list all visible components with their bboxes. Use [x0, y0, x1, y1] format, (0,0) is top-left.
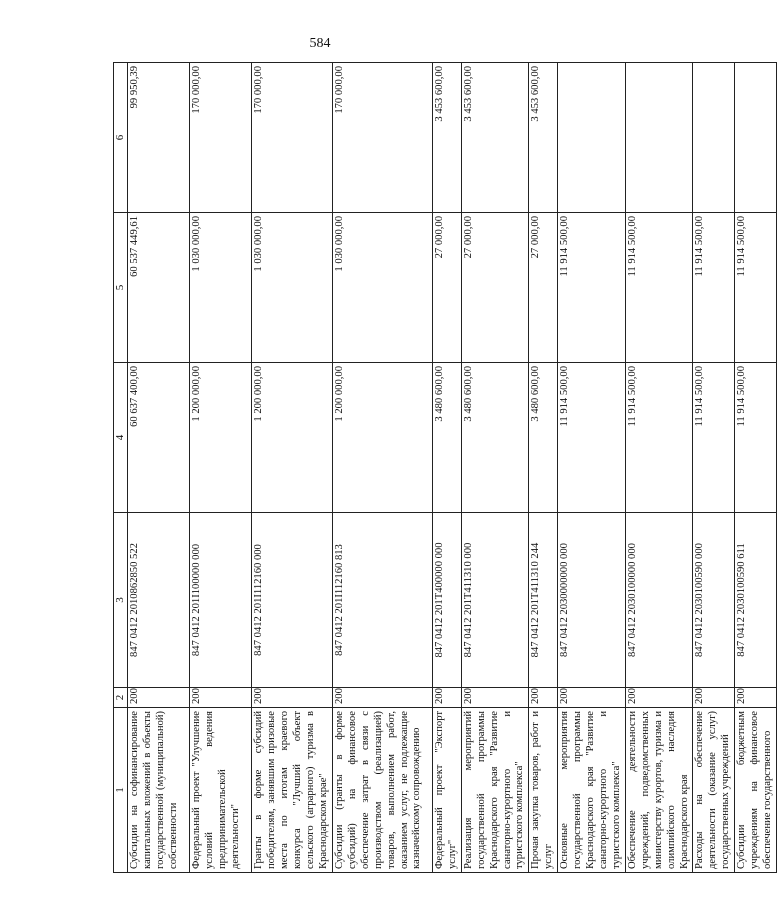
rotated-table-content — [113, 63, 774, 873]
row-description: Субсидии бюджетным учреждениям на финансовое обеспечение государственного — [735, 708, 777, 873]
row-column-2: 200 — [735, 688, 777, 708]
row-column-2: 200 — [625, 688, 693, 708]
row-value-column-4: 3 480 600,00 — [461, 363, 529, 513]
row-value-column-5: 11 914 500,00 — [735, 213, 777, 363]
table-row — [735, 63, 777, 873]
row-classification-code: 847 0412 201I100000 000 — [190, 513, 252, 688]
row-classification-code: 847 0412 2010862850 522 — [128, 513, 190, 688]
table-row — [432, 63, 461, 873]
column-header: 3 — [114, 513, 128, 688]
row-value-column-4: 3 480 600,00 — [529, 363, 558, 513]
row-description: Расходы на обеспечение деятельности (оказание услуг) государственных учреждений — [693, 708, 735, 873]
column-header: 6 — [114, 63, 128, 213]
row-column-2: 200 — [558, 688, 626, 708]
row-description: Обеспечение деятельности учреждений, подведомственных министерству курортов, туризма и олимпийского наследия Краснодарского края — [625, 708, 693, 873]
row-value-column-5: 11 914 500,00 — [558, 213, 626, 363]
row-value-column-6 — [625, 63, 693, 213]
table-row — [190, 63, 252, 873]
row-value-column-5: 1 030 000,00 — [252, 213, 333, 363]
row-value-column-4: 11 914 500,00 — [693, 363, 735, 513]
column-header: 1 — [114, 708, 128, 873]
row-value-column-6: 170 000,00 — [332, 63, 432, 213]
row-value-column-6: 170 000,00 — [252, 63, 333, 213]
row-value-column-6 — [693, 63, 735, 213]
row-value-column-5: 27 000,00 — [529, 213, 558, 363]
row-column-2: 200 — [693, 688, 735, 708]
column-header: 4 — [114, 363, 128, 513]
row-description: Федеральный проект "Экспорт услуг" — [432, 708, 461, 873]
row-value-column-6 — [735, 63, 777, 213]
row-description: Субсидии (гранты в форме субсидий) на финансовое обеспечение затрат в связи с производством (реализацией) товаров, выполнением работ, оказанием услуг, не подлежащие казначейскому сопровождению — [332, 708, 432, 873]
row-value-column-5: 1 030 000,00 — [190, 213, 252, 363]
row-classification-code: 847 0412 2030000000 000 — [558, 513, 626, 688]
row-value-column-6 — [558, 63, 626, 213]
row-value-column-5: 27 000,00 — [461, 213, 529, 363]
table-row — [461, 63, 529, 873]
row-value-column-6: 3 453 600,00 — [529, 63, 558, 213]
row-value-column-6: 170 000,00 — [190, 63, 252, 213]
row-column-2: 200 — [332, 688, 432, 708]
row-classification-code: 847 0412 2030100590 611 — [735, 513, 777, 688]
table-header-row — [114, 63, 128, 873]
budget-table — [113, 62, 777, 873]
row-value-column-5: 11 914 500,00 — [625, 213, 693, 363]
row-value-column-5: 11 914 500,00 — [693, 213, 735, 363]
row-classification-code: 847 0412 201T411310 244 — [529, 513, 558, 688]
row-description: Основные мероприятия государственной программы Краснодарского края "Развитие санаторно-курортного и туристского комплекса" — [558, 708, 626, 873]
row-value-column-6: 3 453 600,00 — [432, 63, 461, 213]
row-value-column-5: 60 537 449,61 — [128, 213, 190, 363]
table-row — [332, 63, 432, 873]
table-row — [128, 63, 190, 873]
row-value-column-4: 3 480 600,00 — [432, 363, 461, 513]
column-header: 2 — [114, 688, 128, 708]
table-row — [693, 63, 735, 873]
page-number: 584 — [309, 36, 331, 51]
row-value-column-6: 3 453 600,00 — [461, 63, 529, 213]
table-row — [252, 63, 333, 873]
row-column-2: 200 — [432, 688, 461, 708]
row-description: Прочая закупка товаров, работ и услуг — [529, 708, 558, 873]
row-value-column-4: 60 637 400,00 — [128, 363, 190, 513]
table-row — [558, 63, 626, 873]
row-classification-code: 847 0412 201T400000 000 — [432, 513, 461, 688]
row-classification-code: 847 0412 201I112160 813 — [332, 513, 432, 688]
table-row — [625, 63, 693, 873]
row-classification-code: 847 0412 201I112160 000 — [252, 513, 333, 688]
row-value-column-4: 1 200 000,00 — [332, 363, 432, 513]
row-value-column-6: 99 950,39 — [128, 63, 190, 213]
row-value-column-4: 1 200 000,00 — [252, 363, 333, 513]
row-description: Федеральный проект "Улучшение условий ведения предпринимательской деятельности" — [190, 708, 252, 873]
table-row — [529, 63, 558, 873]
row-column-2: 200 — [128, 688, 190, 708]
row-description: Гранты в форме субсидий победителям, занявшим призовые места по итогам краевого конкурса "Лучший объект сельского (аграрного) туризма в Краснодарском крае" — [252, 708, 333, 873]
row-value-column-5: 1 030 000,00 — [332, 213, 432, 363]
row-column-2: 200 — [190, 688, 252, 708]
row-value-column-4: 11 914 500,00 — [735, 363, 777, 513]
row-value-column-5: 27 000,00 — [432, 213, 461, 363]
row-value-column-4: 11 914 500,00 — [625, 363, 693, 513]
row-column-2: 200 — [461, 688, 529, 708]
row-value-column-4: 1 200 000,00 — [190, 363, 252, 513]
rotated-table-frame — [113, 63, 774, 873]
row-description: Субсидии на софинансирование капитальных вложений в объекты государственной (муниципальной) собственности — [128, 708, 190, 873]
column-header: 5 — [114, 213, 128, 363]
row-value-column-4: 11 914 500,00 — [558, 363, 626, 513]
row-column-2: 200 — [252, 688, 333, 708]
row-classification-code: 847 0412 2030100590 000 — [693, 513, 735, 688]
row-classification-code: 847 0412 201T411310 000 — [461, 513, 529, 688]
row-description: Реализация мероприятий государственной программы Краснодарского края "Развитие санаторно-курортного и туристского комплекса" — [461, 708, 529, 873]
row-column-2: 200 — [529, 688, 558, 708]
row-classification-code: 847 0412 2030100000 000 — [625, 513, 693, 688]
